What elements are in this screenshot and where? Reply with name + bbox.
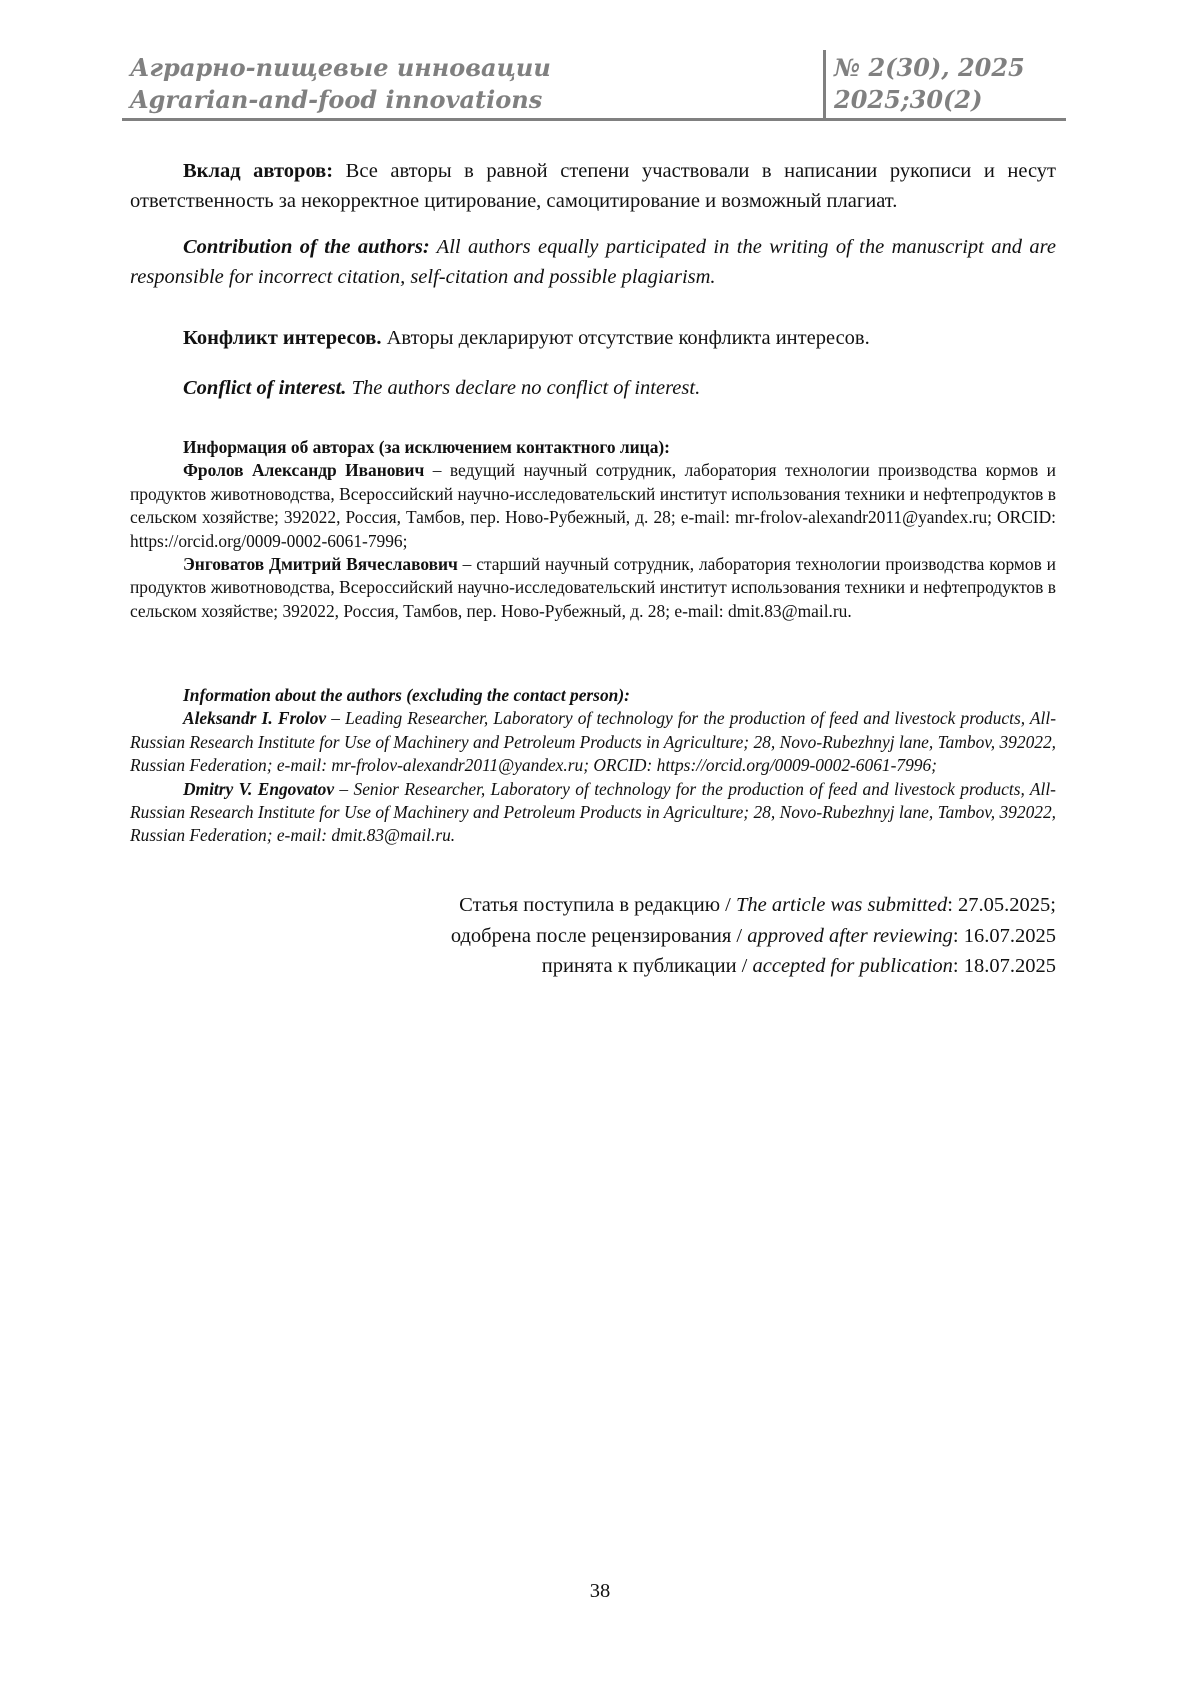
header-divider (823, 50, 826, 118)
contribution-en (130, 232, 1056, 292)
contribution-ru-text: Все авторы в равной степени участвовали в написании рукописи и несут ответственность за некорректное цитирование, самоцитирование и возможный плагиат. (130, 160, 1057, 212)
authors-info-en (130, 684, 1056, 848)
article-dates (130, 890, 1056, 982)
journal-title-ru: Аграрно-пищевые инновации (130, 53, 551, 82)
author-en-1-name: Aleksandr I. Frolov (183, 708, 327, 729)
contribution-en-label: Contribution of the authors: (183, 236, 430, 258)
conflict-ru-text: Авторы декларируют отсутствие конфликта интересов. (381, 327, 870, 349)
conflict-en-text: The authors declare no conflict of interest. (346, 377, 701, 399)
author-en-1 (130, 707, 1056, 777)
journal-title-en: Agrarian-and-food innovations (130, 85, 543, 114)
page-number: 38 (589, 1580, 611, 1602)
author-ru-1-name: Фролов Александр Иванович (183, 460, 425, 481)
running-header (122, 50, 1066, 121)
date-submitted: Статья поступила в редакцию / The article was submitted: 27.05.2025; (459, 894, 1056, 916)
author-ru-1 (130, 459, 1056, 553)
author-ru-2 (130, 553, 1056, 623)
authors-info-ru (130, 436, 1056, 623)
contribution-ru (130, 156, 1056, 216)
conflict-ru-label: Конфликт интересов. (183, 327, 382, 349)
author-ru-2-text: – старший научный сотрудник, лаборатория технологии производства кормов и продуктов животноводства, Всероссийский научно-исследовательский институт использования техники и нефтепродуктов в сельском хозяйстве; 392022, Россия, Тамбов, пер. Ново-Рубежный, д. 28; e-mail: dmit.83@mail.ru. (130, 554, 1056, 621)
author-ru-1-text: – ведущий научный сотрудник, лаборатория технологии производства кормов и продуктов животноводства, Всероссийский научно-исследовательский институт использования техники и нефтепродуктов в сельском хозяйстве; 392022, Россия, Тамбов, пер. Ново-Рубежный, д. 28; e-mail: mr-frolov-alexandr2011@yandex.ru; ORCID: https://orcid.org/0009-0002-6061-7996; (130, 460, 1056, 551)
conflict-en-label: Conflict of interest. (183, 377, 347, 399)
issue-en: 2025;30(2) (834, 85, 983, 114)
author-en-1-text: – Leading Researcher, Laboratory of technology for the production of feed and livestock products, All-Russian Research Institute for Use of Machinery and Petroleum Products in Agriculture; 28, Novo-Rubezhnyj lane, Tambov, 392022, Russian Federation; e-mail: mr-frolov-alexandr2011@yandex.ru; ORCID: https://orcid.org/0009-0002-6061-7996; (130, 708, 1056, 776)
author-en-2 (130, 778, 1056, 848)
contribution-en-text: All authors equally participated in the writing of the manuscript and are responsible for incorrect citation, self-citation and possible plagiarism. (130, 236, 1056, 288)
author-en-2-name: Dmitry V. Engovatov (183, 778, 335, 799)
authors-en-heading: Information about the authors (excluding the contact person): (183, 685, 630, 705)
journal-title (130, 52, 830, 116)
conflict-ru (130, 323, 1056, 353)
issue-info (834, 52, 1066, 116)
date-accepted: принята к публикации / accepted for publication: 18.07.2025 (541, 955, 1056, 977)
issue-ru: № 2(30), 2025 (834, 53, 1025, 82)
author-ru-2-name: Энговатов Дмитрий Вячеславович (183, 554, 458, 575)
author-en-2-text: – Senior Researcher, Laboratory of technology for the production of feed and livestock products, All-Russian Research Institute for Use of Machinery and Petroleum Products in Agriculture; 28, Novo-Rubezhnyj lane, Tambov, 392022, Russian Federation; e-mail: dmit.83@mail.ru. (130, 778, 1056, 846)
date-approved: одобрена после рецензирования / approved after reviewing: 16.07.2025 (450, 924, 1056, 947)
authors-ru-heading: Информация об авторах (за исключением контактного лица): (183, 437, 670, 457)
conflict-en (130, 373, 1056, 403)
contribution-ru-label: Вклад авторов: (183, 160, 334, 182)
